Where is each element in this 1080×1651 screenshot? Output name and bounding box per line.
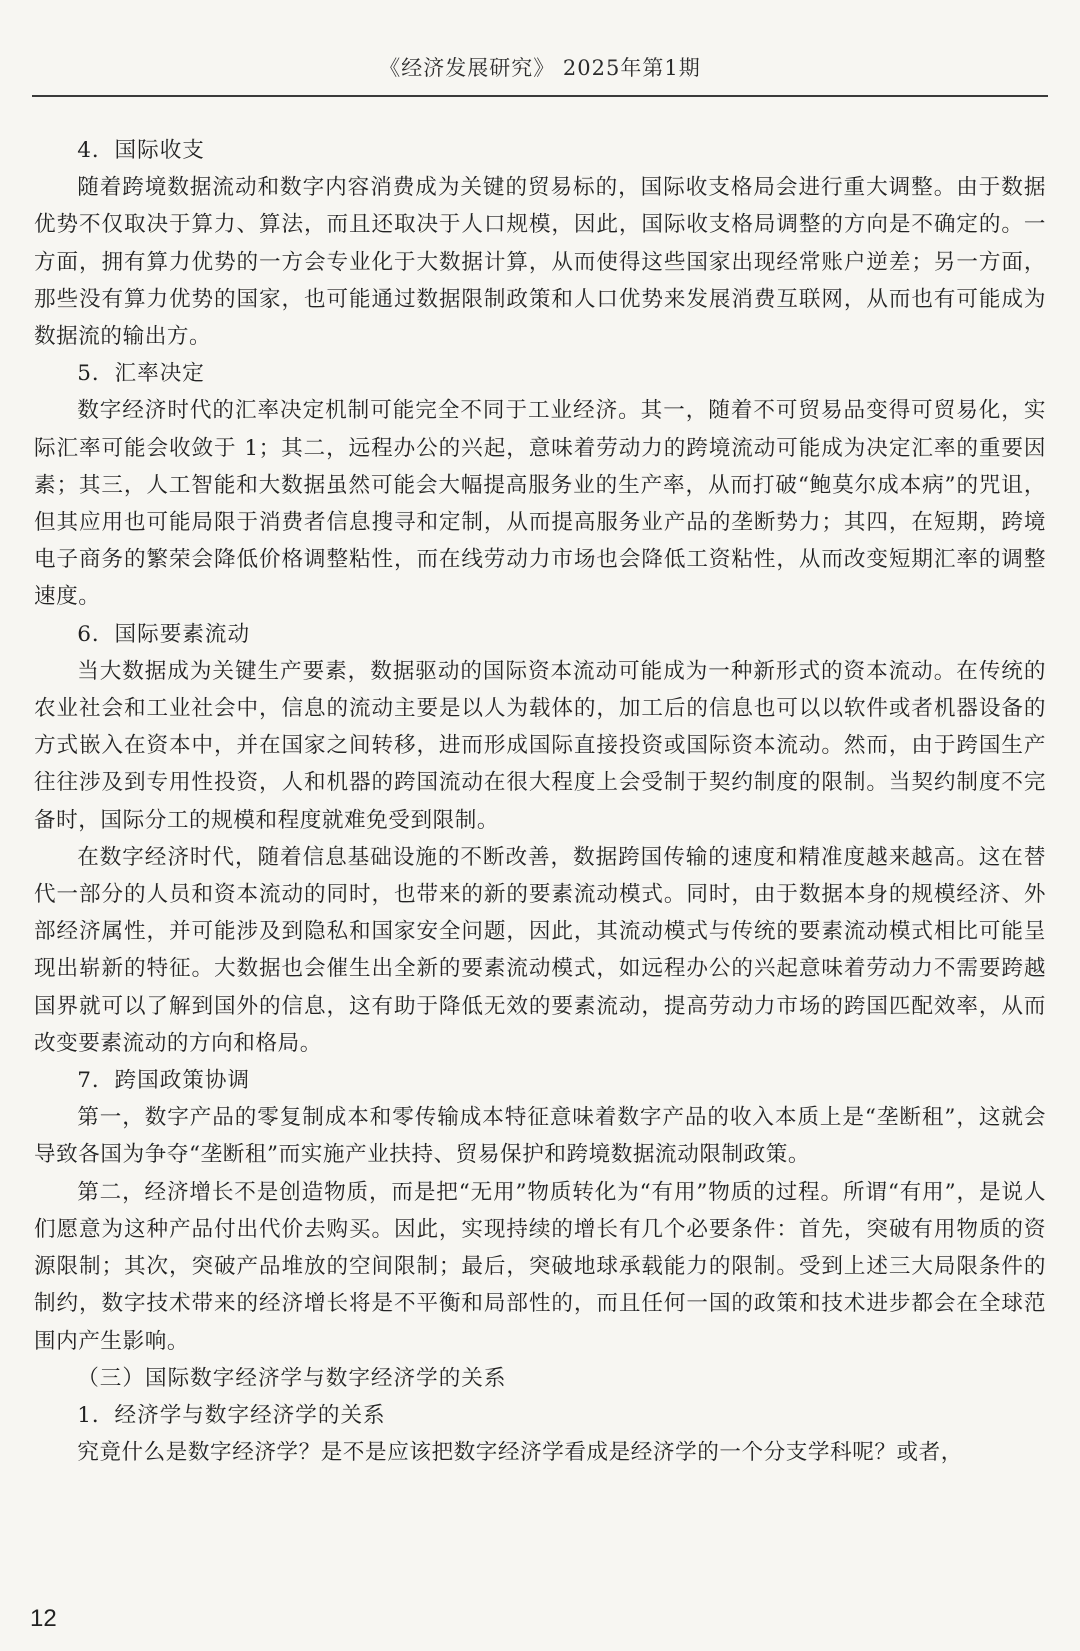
section-heading-relationship: （三）国际数字经济学与数字经济学的关系 — [77, 1365, 507, 1391]
header-divider — [32, 95, 1048, 97]
section-heading-factor-flows: 6．国际要素流动 — [77, 621, 251, 647]
paragraph: 当大数据成为关键生产要素，数据驱动的国际资本流动可能成为一种新形式的资本流动。在传统的农业社会和工业社会中，信息的流动主要是以人为载体的，加工后的信息也可以以软件或者机器设备的方式嵌入在资本中，并在国家之间转移，进而形成国际直接投资或国际资本流动。然而，由于跨国生产往往涉及到专用性投资，人和机器的跨国流动在很大程度上会受制于契约制度的限制。当契约制度不完备时，国际分工的规模和程度就难免受到限制。 — [34, 658, 1046, 833]
section-heading-balance-of-payments: 4．国际收支 — [77, 138, 205, 163]
article-body — [34, 132, 1046, 1471]
section-heading-exchange-rate: 5．汇率决定 — [77, 361, 205, 387]
paragraph: 第二，经济增长不是创造物质，而是把“无用”物质转化为“有用”物质的过程。所谓“有用”，是说人们愿意为这种产品付出代价去购买。因此，实现持续的增长有几个必要条件：首先，突破有用物质的资源限制；其次，突破产品堆放的空间限制；最后，突破地球承载能力的限制。受到上述三大局限条件的制约，数字技术带来的经济增长将是不平衡和局部性的，而且任何一国的政策和技术进步都会在全球范围内产生影响。 — [34, 1179, 1046, 1354]
paragraph: 在数字经济时代，随着信息基础设施的不断改善，数据跨国传输的速度和精准度越来越高。这在替代一部分的人员和资本流动的同时，也带来的新的要素流动模式。同时，由于数据本身的规模经济、外部经济属性，并可能涉及到隐私和国家安全问题，因此，其流动模式与传统的要素流动模式相比可能呈现出崭新的特征。大数据也会催生出全新的要素流动模式，如远程办公的兴起意味着劳动力不需要跨越国界就可以了解到国外的信息，这有助于降低无效的要素流动，提高劳动力市场的跨国匹配效率，从而改变要素流动的方向和格局。 — [34, 844, 1046, 1056]
paragraph: 数字经济时代的汇率决定机制可能完全不同于工业经济。其一，随着不可贸易品变得可贸易化，实际汇率可能会收敛于 1；其二，远程办公的兴起，意味着劳动力的跨境流动可能成为决定汇率的重要因素；其三，人工智能和大数据虽然可能会大幅提高服务业的生产率，从而打破“鲍莫尔成本病”的咒诅，但其应用也可能局限于消费者信息搜寻和定制，从而提高服务业产品的垄断势力；其四，在短期，跨境电子商务的繁荣会降低价格调整粘性，而在线劳动力市场也会降低工资粘性，从而改变短期汇率的调整速度。 — [34, 398, 1046, 610]
page-number: 12 — [30, 1605, 57, 1632]
journal-header: 《经济发展研究》 2025年第1期 — [379, 56, 701, 80]
section-heading-policy-coordination: 7．跨国政策协调 — [77, 1068, 251, 1094]
paragraph: 究竟什么是数字经济学？是不是应该把数字经济学看成是经济学的一个分支学科呢？或者， — [77, 1440, 963, 1466]
paragraph: 第一，数字产品的零复制成本和零传输成本特征意味着数字产品的收入本质上是“垄断租”，这就会导致各国为争夺“垄断租”而实施产业扶持、贸易保护和跨境数据流动限制政策。 — [34, 1105, 1046, 1168]
paragraph: 随着跨境数据流动和数字内容消费成为关键的贸易标的，国际收支格局会进行重大调整。由于数据优势不仅取决于算力、算法，而且还取决于人口规模，因此，国际收支格局调整的方向是不确定的。一方面，拥有算力优势的一方会专业化于大数据计算，从而使得这些国家出现经常账户逆差；另一方面，那些没有算力优势的国家，也可能通过数据限制政策和人口优势来发展消费互联网，从而也有可能成为数据流的输出方。 — [34, 175, 1046, 350]
section-heading-economics-vs-digital: 1．经济学与数字经济学的关系 — [77, 1402, 386, 1428]
